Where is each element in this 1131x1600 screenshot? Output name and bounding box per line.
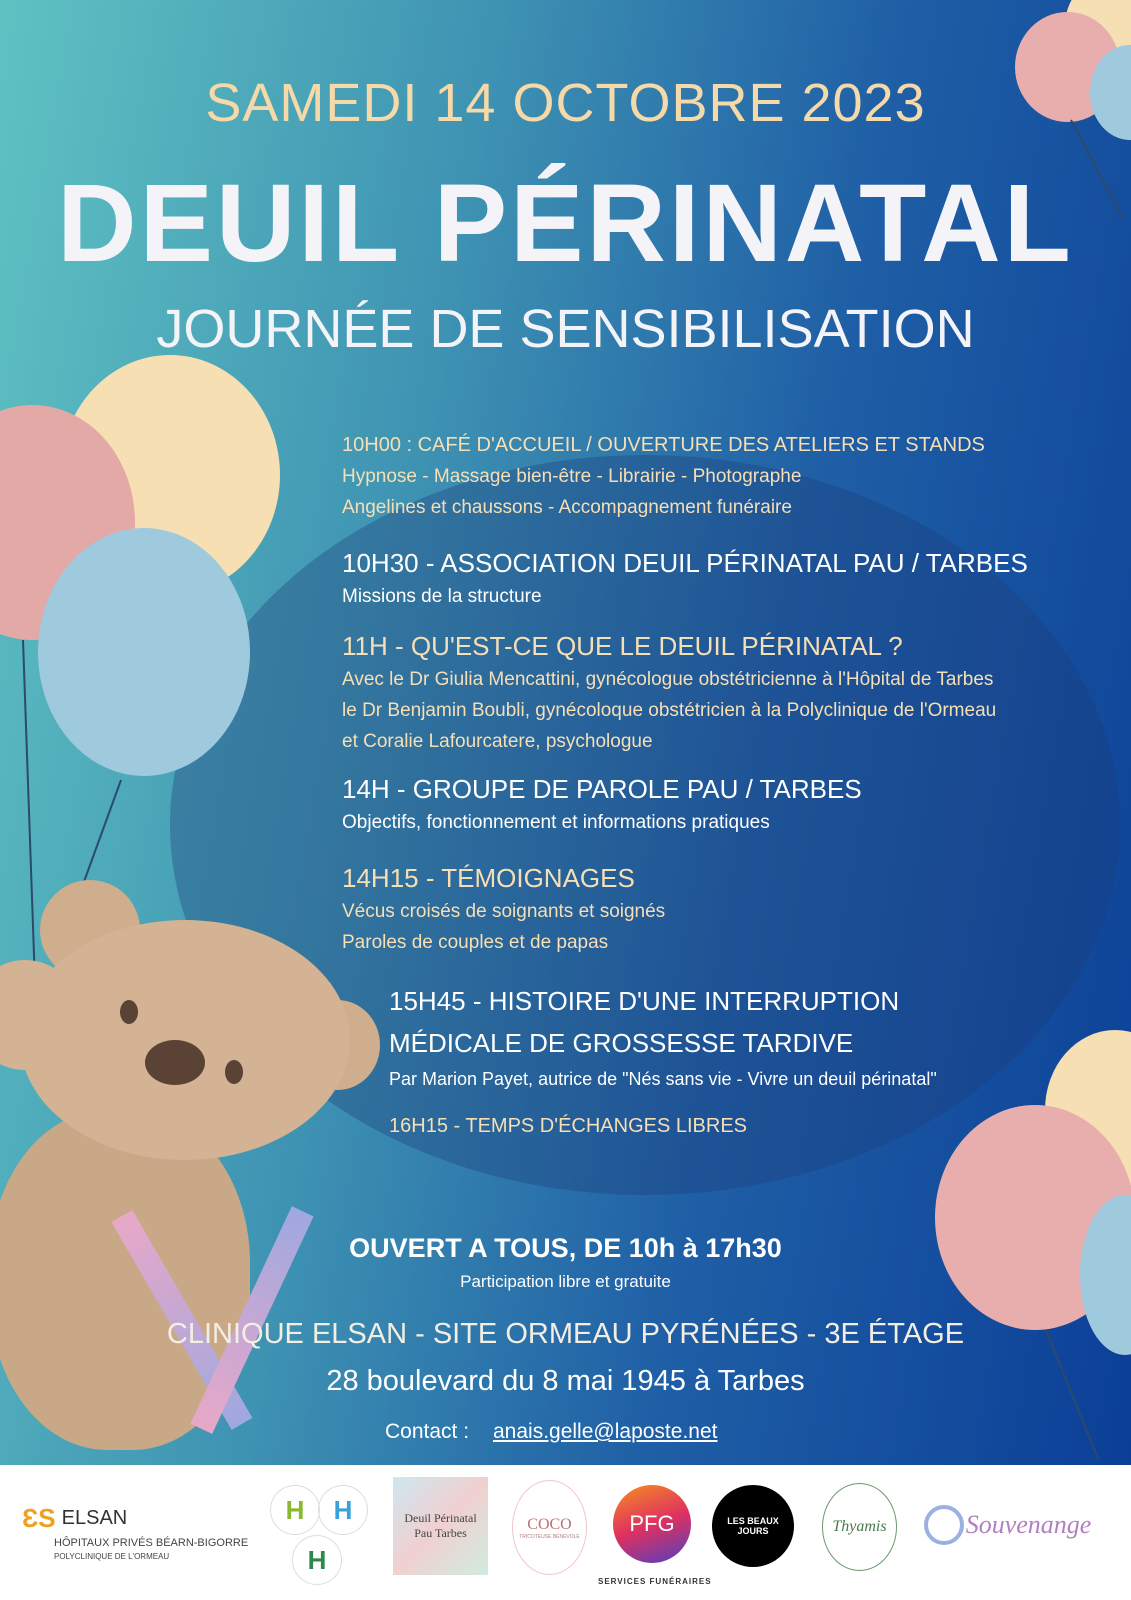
program-item-title: 11H - QU'EST-CE QUE LE DEUIL PÉRINATAL ?	[342, 631, 903, 661]
participation-note: Participation libre et gratuite	[460, 1272, 671, 1291]
deuil-perinatal-logo	[393, 1477, 488, 1575]
contact-label: Contact :	[385, 1420, 470, 1443]
program	[342, 430, 1122, 1142]
bear-nose	[145, 1040, 205, 1085]
program-item-line: le Dr Benjamin Boubli, gynécoloque obstétricien à la Polyclinique de l'Ormeau	[342, 700, 997, 721]
program-item-line: Hypnose - Massage bien-être - Librairie - Photographe	[342, 466, 802, 487]
program-item-title: 16H15 - TEMPS D'ÉCHANGES LIBRES	[389, 1115, 748, 1137]
elsan-line2: POLYCLINIQUE DE L'ORMEAU	[54, 1552, 170, 1561]
hospital-logo: H	[270, 1485, 320, 1535]
program-item-title: 15H45 - HISTOIRE D'UNE INTERRUPTION	[389, 986, 900, 1016]
program-item-title: MÉDICALE DE GROSSESSE TARDIVE	[389, 1028, 854, 1058]
venue-address: 28 boulevard du 8 mai 1945 à Tarbes	[326, 1365, 805, 1397]
coco-name: COCO	[527, 1515, 572, 1533]
program-item-line: Avec le Dr Giulia Mencattini, gynécologue obstétricienne à l'Hôpital de Tarbes	[342, 669, 994, 690]
program-item-title: 10H00 : CAFÉ D'ACCUEIL / OUVERTURE DES ATELIERS ET STANDS	[342, 434, 985, 456]
program-item-title: 14H - GROUPE DE PAROLE PAU / TARBES	[342, 774, 862, 804]
program-item-line: Angelines et chaussons - Accompagnement funéraire	[342, 497, 792, 518]
bear-eye	[120, 1000, 138, 1024]
partner-logos	[0, 1465, 1131, 1600]
elsan-logo	[22, 1497, 262, 1567]
event-date: SAMEDI 14 OCTOBRE 2023	[205, 73, 926, 133]
program-item-title: 14H15 - TÉMOIGNAGES	[342, 863, 635, 893]
elsan-line1: HÔPITAUX PRIVÉS BÉARN-BIGORRE	[54, 1537, 249, 1549]
bear-eye	[225, 1060, 243, 1084]
elsan-icon: ƐS	[22, 1503, 56, 1533]
les-beaux-jours-name: LES BEAUX JOURS	[727, 1516, 779, 1536]
souvenange-name: Souvenange	[965, 1510, 1092, 1539]
program-item-line: Par Marion Payet, autrice de "Nés sans vie - Vivre un deuil périnatal"	[389, 1069, 937, 1089]
program-item-line: Objectifs, fonctionnement et informations pratiques	[342, 812, 770, 833]
program-item-line: et Coralie Lafourcatere, psychologue	[342, 731, 653, 752]
bear-head	[20, 920, 350, 1160]
venue-name: CLINIQUE ELSAN - SITE ORMEAU PYRÉNÉES - 3E ÉTAGE	[166, 1318, 965, 1350]
program-item-title: 10H30 - ASSOCIATION DEUIL PÉRINATAL PAU / TARBES	[342, 548, 1028, 578]
balloon-string	[22, 640, 36, 970]
deuil-perinatal-logo-text: Deuil Périnatal Pau Tarbes	[404, 1511, 477, 1540]
souvenange-logo	[920, 1495, 1095, 1555]
program-item-line: Missions de la structure	[342, 586, 542, 607]
contact-email-link[interactable]: anais.gelle@laposte.net	[493, 1420, 718, 1443]
souvenange-ribbon-icon	[924, 1505, 964, 1545]
coco-logo	[512, 1480, 587, 1575]
coco-sub: TRICOTEUSE BÉNÉVOLE	[519, 1533, 580, 1540]
hospital-logo: H	[318, 1485, 368, 1535]
pfg-subtitle: SERVICES FUNÉRAIRES	[598, 1577, 712, 1586]
hospital-logo: H	[292, 1535, 342, 1585]
les-beaux-jours-logo	[712, 1485, 794, 1567]
pfg-name: PFG	[629, 1511, 675, 1536]
page-subtitle: JOURNÉE DE SENSIBILISATION	[156, 299, 975, 359]
program-item-line: Vécus croisés de soignants et soignés	[342, 901, 666, 922]
pfg-logo	[613, 1485, 691, 1563]
elsan-name: ELSAN	[61, 1507, 128, 1529]
page-title: DEUIL PÉRINATAL	[57, 162, 1074, 285]
thyamis-logo	[822, 1483, 897, 1571]
program-item-line: Paroles de couples et de papas	[342, 932, 609, 953]
opening-hours: OUVERT A TOUS, DE 10h à 17h30	[349, 1233, 782, 1263]
balloon-blue	[38, 528, 250, 776]
thyamis-name: Thyamis	[832, 1518, 887, 1535]
